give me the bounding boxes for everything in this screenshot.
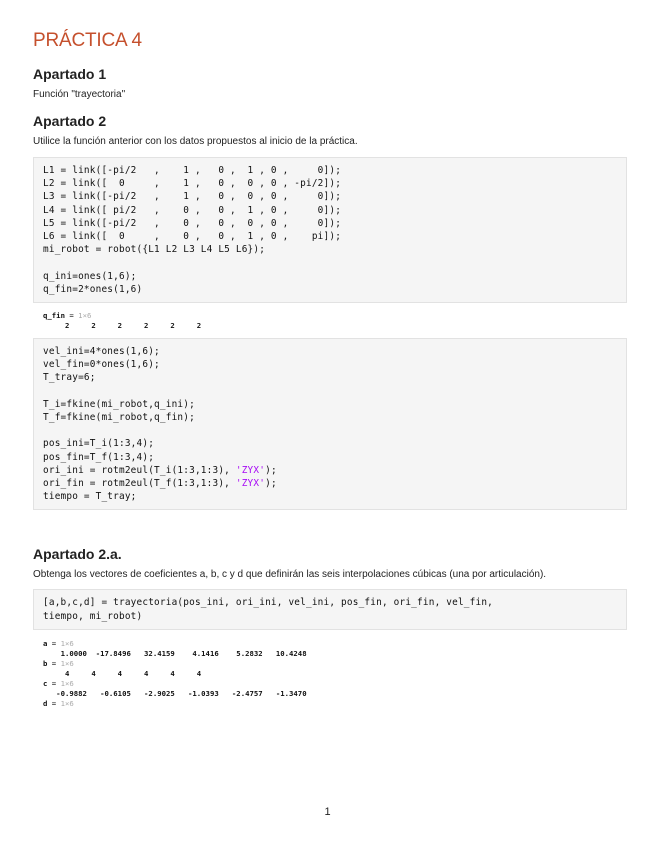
- code-line: L1 = link([-pi/2 , 1 , 0 , 1 , 0 , 0]);: [43, 165, 342, 176]
- output-variable-name: a: [43, 638, 48, 648]
- output-size: 1×6: [78, 311, 92, 321]
- code-line: L2 = link([ 0 , 1 , 0 , 0 , 0 , -pi/2]);: [43, 178, 342, 190]
- code-line: pos_fin=T_f(1:3,4);: [43, 451, 155, 463]
- code-line: T_tray=6;: [43, 372, 96, 384]
- output-c: c = 1×6 -0.9882 -0.6105 -2.9025 -1.0393 -2.4757 -1.3470: [43, 679, 627, 699]
- output-a: a = 1×6 1.0000 -17.8496 32.4159 4.1416 5.2832 10.4248: [43, 639, 627, 659]
- code-line: [43, 424, 617, 437]
- code-line: mi_robot = robot({L1 L2 L3 L4 L5 L6});: [43, 244, 266, 256]
- page-number: 1: [324, 806, 331, 818]
- code-line: L3 = link([-pi/2 , 1 , 0 , 0 , 0 , 0]);: [43, 191, 342, 203]
- output-size: 1×6: [60, 638, 74, 648]
- output-variable-name: c: [43, 678, 48, 688]
- code-line: T_i=fkine(mi_robot,q_ini);: [43, 398, 195, 410]
- code-line: vel_ini=4*ones(1,6);: [43, 346, 160, 358]
- document-page: [33, 30, 627, 709]
- code-line: L5 = link([-pi/2 , 0 , 0 , 0 , 0 , 0]);: [43, 217, 342, 229]
- output-values: 1.0000 -17.8496 32.4159 4.1416 5.2832 10.4248: [43, 648, 307, 658]
- code-line: pos_ini=T_i(1:3,4);: [43, 438, 155, 450]
- section-heading: Apartado 2.a.: [33, 546, 122, 563]
- code-line: q_fin=2*ones(1,6): [43, 283, 143, 295]
- output-coefficients: [33, 639, 627, 709]
- code-line: [a,b,c,d] = trayectoria(pos_ini, ori_ini, vel_ini, pos_fin, ori_fin, vel_fin,: [43, 597, 494, 609]
- code-line: tiempo, mi_robot): [43, 610, 143, 622]
- document-title: PRÁCTICA 4: [33, 30, 142, 51]
- code-string-literal: 'ZYX': [235, 478, 266, 490]
- output-q-fin: q_fin = 1×6 2 2 2 2 2 2: [33, 311, 627, 331]
- section-apartado-2a: [33, 546, 627, 582]
- code-line: tiempo = T_tray;: [43, 491, 137, 503]
- output-variable-name: d: [43, 698, 48, 708]
- section-text: Utilice la función anterior con los datos propuestos al inicio de la práctica.: [33, 136, 358, 147]
- output-values: -0.9882 -0.6105 -2.9025 -1.0393 -2.4757 -1.3470: [43, 688, 307, 698]
- code-block[interactable]: [33, 589, 627, 629]
- output-size: 1×6: [60, 678, 74, 688]
- output-values: 2 2 2 2 2 2: [43, 321, 202, 331]
- code-line: L6 = link([ 0 , 0 , 0 , 1 , 0 , pi]);: [43, 231, 342, 243]
- code-string-literal: 'ZYX': [235, 464, 266, 476]
- output-size: 1×6: [60, 698, 74, 708]
- code-block[interactable]: [33, 157, 627, 303]
- code-line: vel_fin=0*ones(1,6);: [43, 359, 160, 371]
- output-d: d = 1×6: [43, 698, 74, 708]
- code-line: ori_ini = rotm2eul(T_i(1:3,1:3), 'ZYX');: [43, 464, 277, 476]
- section-heading: Apartado 2: [33, 113, 107, 129]
- section-heading: Apartado 1: [33, 66, 107, 82]
- output-b: b = 1×6 4 4 4 4 4 4: [43, 659, 627, 679]
- section-apartado-1: [33, 66, 627, 102]
- code-line: q_ini=ones(1,6);: [43, 270, 137, 282]
- output-variable-name: q_fin: [43, 311, 65, 321]
- output-size: 1×6: [60, 658, 74, 668]
- code-line: L4 = link([ pi/2 , 0 , 0 , 1 , 0 , 0]);: [43, 204, 342, 216]
- section-text: Función "trayectoria": [33, 89, 126, 100]
- code-line: ori_fin = rotm2eul(T_f(1:3,1:3), 'ZYX');: [43, 478, 277, 490]
- output-variable-name: b: [43, 658, 48, 668]
- section-apartado-2: [33, 113, 627, 149]
- section-text: Obtenga los vectores de coeficientes a, b, c y d que definirán las seis interpolaciones cúbicas (una por articulación).: [33, 569, 547, 581]
- code-block[interactable]: [33, 338, 627, 510]
- code-line: T_f=fkine(mi_robot,q_fin);: [43, 412, 195, 424]
- code-line: [43, 385, 617, 398]
- code-line: [43, 256, 617, 269]
- output-values: 4 4 4 4 4 4: [43, 668, 202, 678]
